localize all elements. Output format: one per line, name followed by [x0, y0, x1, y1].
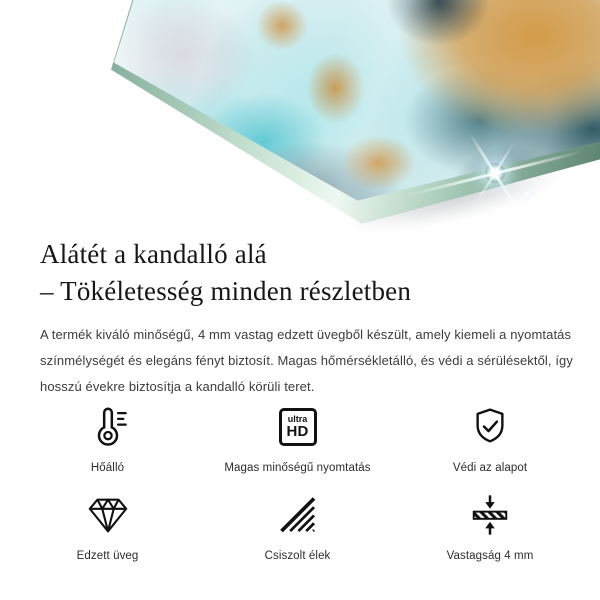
diamond-icon [85, 492, 131, 538]
feature-tempered-glass [20, 492, 195, 562]
feature-hd-print [195, 404, 400, 474]
feature-heat-resistant [20, 404, 195, 474]
hero-product-photo [0, 0, 600, 232]
page-title [40, 236, 570, 310]
thermometer-icon [85, 404, 131, 450]
page-title-line2: – Tökéletesség minden részletben [40, 276, 412, 306]
feature-label: Edzett üveg [76, 550, 139, 562]
feature-grid [20, 404, 580, 562]
feature-label: Magas minőségű nyomtatás [224, 462, 371, 474]
feature-label: Hőálló [90, 462, 125, 474]
ultra-hd-icon: ultra HD [279, 408, 317, 446]
polished-edges-icon [276, 493, 320, 537]
feature-base-protection [400, 404, 580, 474]
thickness-arrows-icon [467, 492, 513, 538]
sparkle-highlight-small [524, 191, 530, 197]
feature-polished-edges [195, 492, 400, 562]
shield-check-icon [468, 405, 512, 449]
page-title-line1: Alátét a kandalló alá [40, 239, 267, 269]
feature-label: Vastagság 4 mm [446, 550, 534, 562]
feature-label: Csiszolt élek [264, 550, 331, 562]
feature-label: Védi az alapot [452, 462, 528, 474]
feature-thickness [400, 492, 580, 562]
product-description: A termék kiváló minőségű, 4 mm vastag edzett üvegből készült, amely kiemeli a nyomtatás színmélységét és elegáns fényt biztosít. Magas hőmérsékletálló, és védi a sérülésektől, így hosszú évekre biztosítja a kandalló körüli teret. [40, 327, 573, 394]
